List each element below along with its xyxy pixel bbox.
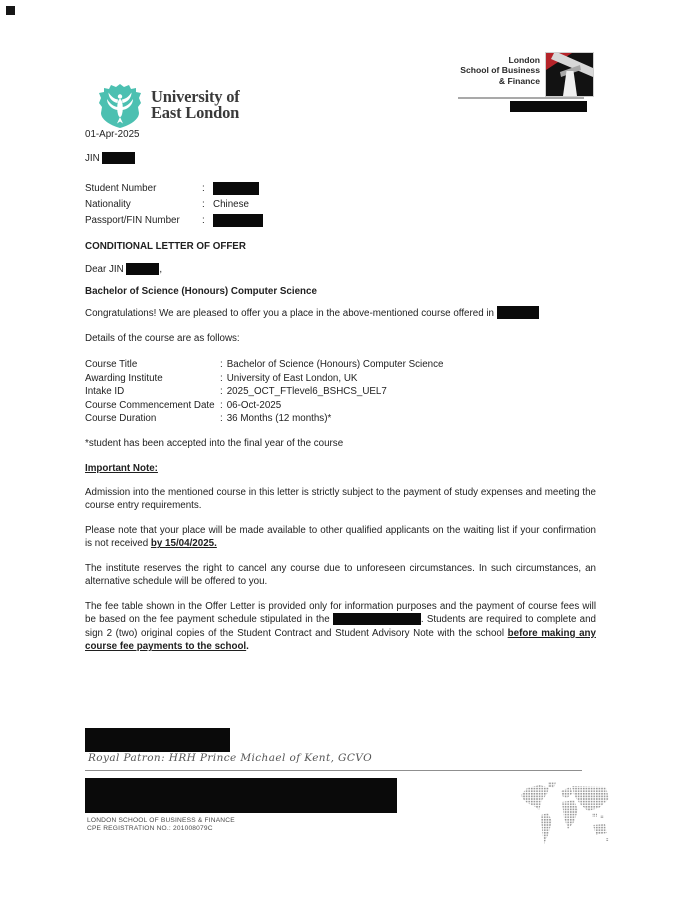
congratulations-paragraph bbox=[85, 306, 596, 320]
fee-text-part1: The fee table shown in the Offer Letter is provided only for information purposes and the payment of course fees will be based on the fee payment schedule stipulated in the bbox=[85, 601, 596, 626]
fee-paragraph bbox=[85, 600, 596, 654]
uel-wordmark bbox=[151, 89, 240, 120]
redaction-box-student-number bbox=[213, 182, 259, 195]
waiting-list-paragraph bbox=[85, 524, 596, 551]
detail-label: Nationality bbox=[85, 199, 131, 210]
redaction-box-header bbox=[510, 101, 587, 112]
redaction-box-signature bbox=[85, 728, 230, 752]
header-divider bbox=[458, 97, 584, 99]
detail-label: Passport/FIN Number bbox=[85, 215, 180, 226]
footer-divider bbox=[85, 770, 582, 771]
fee-text-bold: before making any course fee payments to the school bbox=[85, 627, 596, 653]
detail-value: 36 Months (12 months)* bbox=[226, 413, 332, 424]
student-detail-row bbox=[85, 198, 596, 214]
course-details-table bbox=[85, 358, 596, 426]
letter-title: CONDITIONAL LETTER OF OFFER bbox=[85, 241, 246, 252]
fee-text-period: . bbox=[246, 641, 249, 653]
important-note-heading: Important Note: bbox=[85, 463, 158, 474]
detail-label: Course Commencement Date bbox=[85, 399, 215, 411]
detail-colon: : bbox=[202, 183, 205, 194]
course-detail-row bbox=[85, 385, 596, 399]
detail-colon: : bbox=[202, 215, 205, 226]
lsbf-logo-icon bbox=[545, 52, 594, 97]
detail-colon: : bbox=[220, 359, 223, 370]
lsbf-wordmark-line3: & Finance bbox=[498, 75, 540, 86]
redaction-box-fee-schedule bbox=[333, 613, 421, 625]
waiting-list-text: Please note that your place will be made available to other qualified applicants on the waiting list if your confirmation is not received bbox=[85, 525, 596, 550]
redaction-box-recipient bbox=[102, 152, 135, 164]
recipient-line bbox=[85, 152, 135, 165]
student-detail-row bbox=[85, 182, 596, 198]
detail-colon: : bbox=[220, 386, 223, 397]
detail-value bbox=[213, 182, 259, 198]
redaction-box-location bbox=[497, 306, 539, 319]
redaction-box-passport bbox=[213, 214, 263, 227]
detail-value: University of East London, UK bbox=[226, 372, 358, 384]
letter-date: 01-Apr-2025 bbox=[85, 129, 140, 140]
salutation-suffix: , bbox=[159, 264, 163, 275]
uel-logo-icon bbox=[98, 83, 142, 129]
course-detail-row bbox=[85, 412, 596, 426]
footer-school-info bbox=[87, 817, 235, 833]
royal-patron-line: Royal Patron: HRH Prince Michael of Kent, GCVO bbox=[88, 752, 373, 764]
uel-wordmark-line2: East London bbox=[151, 102, 240, 122]
redaction-box-salutation bbox=[126, 263, 159, 275]
student-detail-row bbox=[85, 214, 596, 230]
detail-colon: : bbox=[220, 372, 223, 384]
detail-colon: : bbox=[220, 399, 223, 411]
detail-value: Bachelor of Science (Honours) Computer Science bbox=[226, 359, 444, 370]
detail-colon: : bbox=[202, 199, 205, 210]
course-detail-row bbox=[85, 372, 596, 386]
scan-artifact bbox=[6, 6, 15, 15]
course-detail-row bbox=[85, 399, 596, 413]
lsbf-wordmark-line2: School of Business bbox=[460, 65, 540, 76]
salutation-prefix: Dear JIN bbox=[85, 264, 124, 275]
cancellation-paragraph: The institute reserves the right to cancel any course due to unforeseen circumstances. In such circumstances, an alternative schedule will be offered to you. bbox=[85, 563, 596, 588]
footer-school-name: LONDON SCHOOL OF BUSINESS & FINANCE bbox=[87, 817, 235, 824]
detail-colon: : bbox=[220, 413, 223, 424]
course-heading: Bachelor of Science (Honours) Computer Science bbox=[85, 286, 317, 297]
footnote: *student has been accepted into the final year of the course bbox=[85, 438, 344, 449]
detail-label: Course Duration bbox=[85, 413, 157, 424]
redaction-box-address bbox=[85, 778, 397, 813]
student-details-table bbox=[85, 182, 596, 230]
details-intro: Details of the course are as follows: bbox=[85, 333, 240, 344]
lsbf-wordmark-line1: London bbox=[508, 55, 540, 65]
admission-paragraph: Admission into the mentioned course in this letter is strictly subject to the payment of study expenses and meeting the course entry requirements. bbox=[85, 487, 596, 512]
recipient-name-prefix: JIN bbox=[85, 153, 100, 164]
detail-label: Intake ID bbox=[85, 386, 125, 397]
footer-cpe-registration: CPE REGISTRATION NO.: 201008079C bbox=[87, 825, 213, 833]
detail-value bbox=[213, 214, 263, 230]
congratulations-text: Congratulations! We are pleased to offer you a place in the above-mentioned course offered in bbox=[85, 308, 495, 319]
detail-label: Course Title bbox=[85, 359, 138, 370]
detail-value: Chinese bbox=[213, 199, 249, 210]
world-map-icon bbox=[518, 780, 610, 855]
lsbf-wordmark bbox=[440, 55, 540, 86]
detail-value: 06-Oct-2025 bbox=[226, 399, 282, 411]
detail-label: Student Number bbox=[85, 183, 157, 194]
uel-wordmark-line1: University of bbox=[151, 87, 240, 106]
detail-label: Awarding Institute bbox=[85, 372, 163, 384]
waiting-list-deadline: by 15/04/2025. bbox=[150, 538, 217, 550]
fee-text-part2: . Students are required to complete and sign 2 (two) original copies of the Student Contract and Student Advisory Note with the school bbox=[85, 614, 596, 639]
detail-value: 2025_OCT_FTlevel6_BSHCS_UEL7 bbox=[226, 386, 387, 397]
salutation-line bbox=[85, 263, 162, 276]
course-detail-row bbox=[85, 358, 596, 372]
